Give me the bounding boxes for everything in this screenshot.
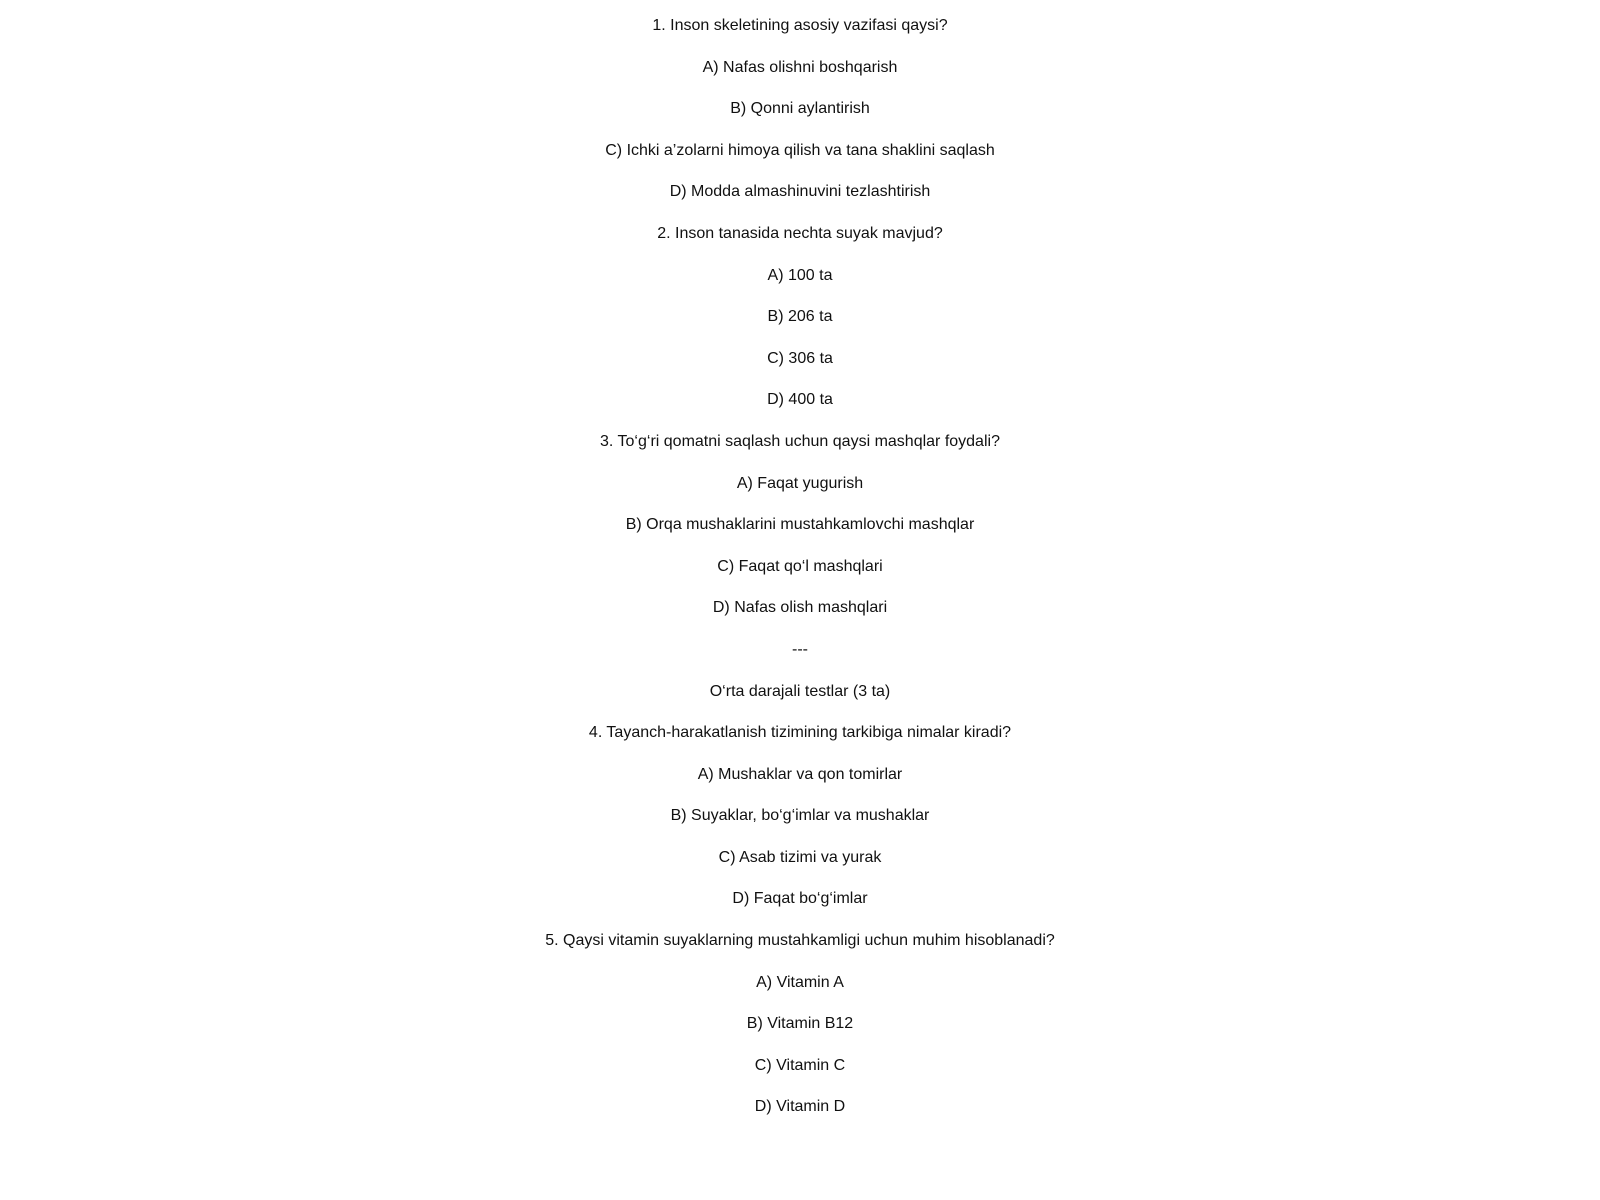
question-2-option-a: A) 100 ta [767, 266, 833, 284]
question-5: 5. Qaysi vitamin suyaklarning mustahkamligi uchun muhim hisoblanadi? [545, 932, 1055, 950]
question-3-option-a: A) Faqat yugurish [736, 474, 864, 492]
question-2: 2. Inson tanasida nechta suyak mavjud? [657, 224, 943, 242]
question-5-option-d: D) Vitamin D [754, 1098, 846, 1116]
question-1-option-b: B) Qonni aylantirish [730, 100, 870, 118]
section-separator: --- [792, 640, 808, 658]
question-4-option-d: D) Faqat bo‘g‘imlar [732, 890, 868, 908]
section-heading: O‘rta darajali testlar (3 ta) [709, 682, 891, 700]
question-5-option-a: A) Vitamin A [756, 973, 844, 991]
question-1-option-a: A) Nafas olishni boshqarish [702, 58, 898, 76]
question-2-option-d: D) 400 ta [767, 391, 833, 409]
question-5-option-b: B) Vitamin B12 [746, 1015, 854, 1033]
question-1: 1. Inson skeletining asosiy vazifasi qaysi? [652, 17, 948, 34]
question-4: 4. Tayanch-harakatlanish tizimining tarkibiga nimalar kiradi? [588, 724, 1012, 742]
question-3-option-b: B) Orqa mushaklarini mustahkamlovchi mashqlar [625, 516, 975, 534]
question-5-option-c: C) Vitamin C [754, 1056, 846, 1074]
question-2-option-b: B) 206 ta [767, 308, 833, 326]
question-3-option-d: D) Nafas olish mashqlari [712, 599, 888, 617]
question-4-option-c: C) Asab tizimi va yurak [718, 848, 882, 866]
question-3: 3. To‘g‘ri qomatni saqlash uchun qaysi mashqlar foydali? [600, 432, 1000, 450]
question-1-option-d: D) Modda almashinuvini tezlashtirish [669, 183, 931, 201]
document-body [0, 14, 1600, 1137]
question-3-option-c: C) Faqat qo‘l mashqlari [717, 557, 883, 575]
question-2-option-c: C) 306 ta [767, 349, 833, 367]
question-4-option-b: B) Suyaklar, bo‘g‘imlar va mushaklar [670, 807, 930, 825]
question-4-option-a: A) Mushaklar va qon tomirlar [697, 765, 903, 783]
question-1-option-c: C) Ichki a’zolarni himoya qilish va tana shaklini saqlash [605, 141, 995, 159]
